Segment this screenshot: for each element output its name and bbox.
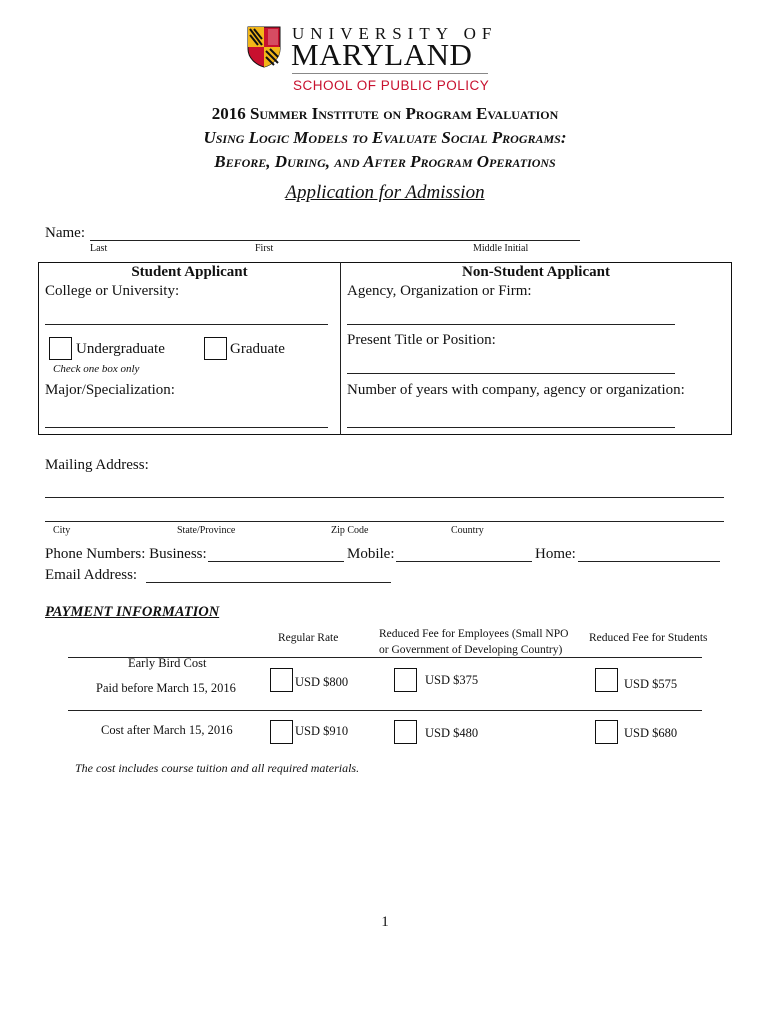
maryland-flag-icon — [244, 23, 284, 69]
payment-row-rule — [68, 710, 702, 711]
business-phone-label: Phone Numbers: Business: — [45, 546, 207, 562]
mailing-address-label: Mailing Address: — [45, 457, 149, 473]
early-student-checkbox[interactable] — [595, 668, 618, 692]
document-subtitle-line1: Using Logic Models to Evaluate Social Programs: — [203, 128, 567, 147]
graduate-checkbox[interactable] — [204, 337, 227, 360]
agency-label: Agency, Organization or Firm: — [347, 283, 532, 299]
state-caption: State/Province — [177, 525, 236, 536]
school-name: SCHOOL OF PUBLIC POLICY — [293, 78, 490, 93]
major-field[interactable] — [45, 427, 328, 428]
early-bird-label: Early Bird Cost — [128, 656, 207, 670]
late-npo-checkbox[interactable] — [394, 720, 417, 744]
nonstudent-heading: Non-Student Applicant — [462, 264, 610, 280]
student-rate-header: Reduced Fee for Students — [589, 632, 708, 644]
undergraduate-label: Undergraduate — [76, 341, 165, 357]
university-name-line1: UNIVERSITY OF — [292, 24, 498, 43]
name-field[interactable] — [90, 240, 580, 241]
agency-field[interactable] — [347, 324, 675, 325]
application-heading: Application for Admission — [285, 182, 485, 203]
name-label: Name: — [45, 225, 85, 241]
business-phone-field[interactable] — [208, 561, 344, 562]
home-phone-label: Home: — [535, 546, 576, 562]
home-phone-field[interactable] — [578, 561, 720, 562]
position-label: Present Title or Position: — [347, 332, 496, 348]
years-field[interactable] — [347, 427, 675, 428]
university-name-line2: MARYLAND — [291, 37, 473, 72]
late-regular-checkbox[interactable] — [270, 720, 293, 744]
undergraduate-checkbox[interactable] — [49, 337, 72, 360]
late-regular-price: USD $910 — [295, 724, 349, 738]
early-regular-price: USD $800 — [295, 675, 349, 689]
late-cost-label: Cost after March 15, 2016 — [101, 723, 233, 737]
city-caption: City — [53, 525, 71, 536]
name-first-caption: First — [255, 243, 274, 254]
email-field[interactable] — [146, 582, 391, 583]
zip-caption: Zip Code — [331, 525, 369, 536]
regular-rate-header: Regular Rate — [278, 632, 339, 644]
early-npo-price: USD $375 — [425, 673, 479, 687]
page-number: 1 — [381, 914, 389, 930]
position-field[interactable] — [347, 373, 675, 374]
name-last-caption: Last — [90, 243, 108, 254]
payment-heading: PAYMENT INFORMATION — [45, 604, 220, 620]
email-label: Email Address: — [45, 567, 138, 583]
early-npo-checkbox[interactable] — [394, 668, 417, 692]
student-heading: Student Applicant — [131, 264, 248, 280]
mobile-phone-field[interactable] — [396, 561, 532, 562]
mobile-phone-label: Mobile: — [347, 546, 395, 562]
early-student-price: USD $575 — [624, 677, 678, 691]
document-subtitle-line2: Before, During, and After Program Operations — [214, 152, 556, 171]
npo-rate-header-line1: Reduced Fee for Employees (Small NPO — [379, 628, 569, 640]
college-field[interactable] — [45, 324, 328, 325]
late-student-checkbox[interactable] — [595, 720, 618, 744]
early-bird-date-label: Paid before March 15, 2016 — [96, 681, 236, 695]
mailing-address-field-line1[interactable] — [45, 497, 724, 498]
early-regular-checkbox[interactable] — [270, 668, 293, 692]
document-title: 2016 Summer Institute on Program Evaluation — [211, 104, 559, 123]
late-npo-price: USD $480 — [425, 726, 479, 740]
country-caption: Country — [451, 525, 484, 536]
name-middle-caption: Middle Initial — [473, 243, 529, 254]
major-label: Major/Specialization: — [45, 382, 175, 398]
payment-note: The cost includes course tuition and all required materials. — [75, 761, 360, 775]
years-label: Number of years with company, agency or organization: — [347, 382, 685, 398]
mailing-address-field-line2[interactable] — [45, 521, 724, 522]
check-one-note: Check one box only — [53, 363, 140, 375]
graduate-label: Graduate — [230, 341, 285, 357]
npo-rate-header-line2: or Government of Developing Country) — [379, 644, 563, 656]
logo-divider — [292, 73, 488, 74]
late-student-price: USD $680 — [624, 726, 678, 740]
college-label: College or University: — [45, 283, 180, 299]
applicant-table-divider — [340, 262, 341, 435]
